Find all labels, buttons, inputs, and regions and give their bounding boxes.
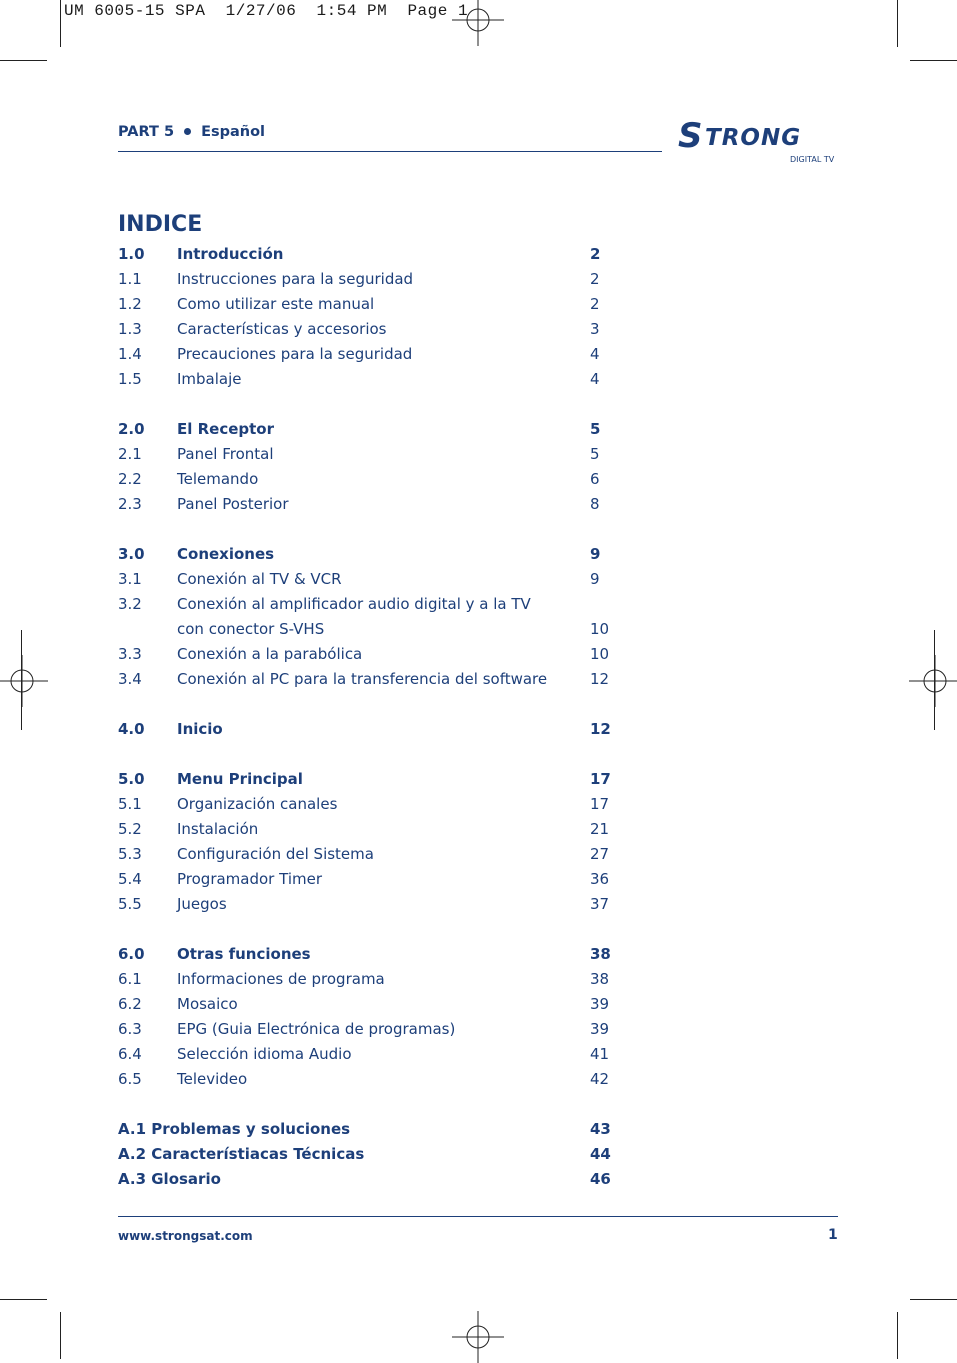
toc-entry[interactable] — [118, 595, 608, 619]
toc-entry-label: Conexión al TV & VCR — [177, 570, 342, 588]
toc-entry-label: Introducción — [177, 245, 284, 263]
toc-entry-number: 3.3 — [118, 645, 142, 663]
toc-entry-label: Panel Frontal — [177, 445, 274, 463]
toc-entry-page: 4 — [590, 345, 600, 363]
toc-entry-label: Telemando — [177, 470, 259, 488]
registration-mark-icon — [909, 655, 957, 707]
toc-entry-page: 27 — [590, 845, 610, 863]
toc-entry-label: Conexión a la parabólica — [177, 645, 363, 663]
toc-entry-number: 5.1 — [118, 795, 142, 813]
toc-entry-page: 3 — [590, 320, 600, 338]
toc-entry-number: 3.4 — [118, 670, 142, 688]
toc-entry[interactable] — [118, 895, 608, 919]
toc-entry[interactable] — [118, 270, 608, 294]
toc-entry-page: 2 — [590, 245, 601, 263]
crop-mark — [934, 630, 935, 730]
bullet-icon — [184, 128, 191, 135]
crop-mark — [897, 0, 898, 47]
toc-entry-page: 38 — [590, 970, 610, 988]
toc-entry-number: 1.4 — [118, 345, 142, 363]
toc-entry-number: 6.4 — [118, 1045, 142, 1063]
strong-logo — [678, 116, 840, 168]
toc-entry-number: 1.2 — [118, 295, 142, 313]
footer-url[interactable]: www.strongsat.com — [118, 1229, 253, 1243]
toc-entry-number: 2.3 — [118, 495, 142, 513]
toc-entry[interactable] — [118, 720, 611, 744]
toc-entry-page: 21 — [590, 820, 610, 838]
page-title: INDICE — [118, 212, 203, 237]
toc-entry-page: 46 — [590, 1170, 611, 1188]
toc-entry-page: 41 — [590, 1045, 610, 1063]
toc-entry-label: Selección idioma Audio — [177, 1045, 352, 1063]
toc-entry[interactable] — [118, 645, 608, 669]
crop-mark — [897, 1312, 898, 1359]
toc-entry-label: A.2 Característiacas Técnicas — [118, 1145, 365, 1163]
crop-mark — [21, 630, 22, 730]
toc-entry-number: 5.4 — [118, 870, 142, 888]
toc-entry[interactable] — [118, 295, 608, 319]
toc-entry[interactable] — [118, 970, 608, 994]
toc-entry[interactable] — [118, 845, 608, 869]
toc-entry-number: 5.3 — [118, 845, 142, 863]
toc-entry-page: 44 — [590, 1145, 611, 1163]
toc-entry-page: 12 — [590, 720, 611, 738]
toc-entry[interactable] — [118, 995, 608, 1019]
crop-mark — [910, 60, 957, 61]
toc-entry[interactable] — [118, 495, 608, 519]
toc-entry-label: Conexión al PC para la transferencia del software — [177, 670, 548, 688]
toc-entry[interactable] — [118, 620, 608, 644]
toc-entry-label: Instrucciones para la seguridad — [177, 270, 414, 288]
toc-entry-label: Inicio — [177, 720, 223, 738]
toc-entry[interactable] — [118, 1170, 611, 1194]
toc-entry[interactable] — [118, 770, 611, 794]
toc-entry-page: 39 — [590, 1020, 610, 1038]
logo-wordmark: TRONG — [705, 125, 802, 151]
toc-entry-number: 3.0 — [118, 545, 145, 563]
toc-entry-label: A.1 Problemas y soluciones — [118, 1120, 351, 1138]
toc-entry-number: 1.0 — [118, 245, 145, 263]
toc-entry-page: 6 — [590, 470, 600, 488]
toc-entry-page: 17 — [590, 795, 610, 813]
toc-entry[interactable] — [118, 445, 608, 469]
registration-mark-icon — [452, 0, 504, 46]
toc-entry[interactable] — [118, 345, 608, 369]
toc-entry-label: Informaciones de programa — [177, 970, 385, 988]
toc-entry-number: 4.0 — [118, 720, 145, 738]
toc-entry[interactable] — [118, 945, 611, 969]
toc-entry-page: 10 — [590, 620, 610, 638]
toc-entry-label: Instalación — [177, 820, 259, 838]
toc-entry-number: 5.2 — [118, 820, 142, 838]
toc-entry-label: Programador Timer — [177, 870, 322, 888]
toc-entry-label: Mosaico — [177, 995, 238, 1013]
toc-entry-page: 8 — [590, 495, 600, 513]
logo-subtext: DIGITAL TV — [790, 155, 835, 164]
toc-entry[interactable] — [118, 670, 608, 694]
part-heading — [118, 124, 265, 140]
toc-entry-page: 38 — [590, 945, 611, 963]
toc-entry-number: 6.5 — [118, 1070, 142, 1088]
toc-entry-label: El Receptor — [177, 420, 275, 438]
toc-entry-number: 3.1 — [118, 570, 142, 588]
toc-entry-page: 39 — [590, 995, 610, 1013]
toc-entry[interactable] — [118, 1120, 611, 1144]
crop-mark — [60, 1312, 61, 1359]
toc-entry-page: 17 — [590, 770, 611, 788]
toc-entry-label: Juegos — [177, 895, 227, 913]
toc-entry[interactable] — [118, 870, 608, 894]
toc-entry-label: Precauciones para la seguridad — [177, 345, 413, 363]
toc-entry-label: Otras funciones — [177, 945, 311, 963]
toc-entry-label: Panel Posterior — [177, 495, 289, 513]
crop-mark — [910, 1299, 957, 1300]
toc-entry[interactable] — [118, 470, 608, 494]
toc-entry-page: 2 — [590, 270, 600, 288]
toc-entry-page: 12 — [590, 670, 610, 688]
toc-entry-number: 3.2 — [118, 595, 142, 613]
toc-entry-label: Configuración del Sistema — [177, 845, 374, 863]
toc-entry-page: 5 — [590, 420, 601, 438]
crop-mark — [0, 60, 47, 61]
toc-entry[interactable] — [118, 320, 608, 344]
toc-entry-page: 36 — [590, 870, 610, 888]
toc-entry-label: Conexiones — [177, 545, 275, 563]
toc-entry-number: 6.0 — [118, 945, 145, 963]
toc-entry[interactable] — [118, 245, 608, 269]
toc-entry-label: con conector S-VHS — [177, 620, 325, 638]
toc-entry-number: 1.5 — [118, 370, 142, 388]
toc-entry[interactable] — [118, 795, 608, 819]
registration-mark-icon — [452, 1311, 504, 1363]
toc-entry-label: Conexión al amplificador audio digital y a la TV — [177, 595, 531, 613]
page-number: 1 — [828, 1227, 838, 1243]
toc-entry-number: 1.3 — [118, 320, 142, 338]
logo-initial: S — [678, 116, 703, 156]
toc-entry-page: 5 — [590, 445, 600, 463]
toc-entry-page: 9 — [590, 545, 601, 563]
toc-entry-number: 2.2 — [118, 470, 142, 488]
toc-entry[interactable] — [118, 1145, 611, 1169]
toc-entry-number: 6.1 — [118, 970, 142, 988]
toc-entry-number: 2.0 — [118, 420, 145, 438]
toc-entry-label: Como utilizar este manual — [177, 295, 375, 313]
toc-entry-label: EPG (Guia Electrónica de programas) — [177, 1020, 456, 1038]
toc-entry-number: 1.1 — [118, 270, 142, 288]
toc-entry-number: 6.2 — [118, 995, 142, 1013]
toc-entry-label: Organización canales — [177, 795, 338, 813]
toc-entry-number: 5.5 — [118, 895, 142, 913]
toc-entry-page: 9 — [590, 570, 600, 588]
toc-entry-page: 2 — [590, 295, 600, 313]
registration-mark-icon — [0, 655, 48, 707]
toc-entry-number: 6.3 — [118, 1020, 142, 1038]
toc-entry-page: 4 — [590, 370, 600, 388]
toc-entry[interactable] — [118, 420, 608, 444]
toc-entry[interactable] — [118, 1045, 608, 1069]
header-divider — [118, 151, 662, 152]
toc-entry-page: 10 — [590, 645, 610, 663]
toc-entry-number: 2.1 — [118, 445, 142, 463]
toc-entry-label: Características y accesorios — [177, 320, 387, 338]
toc-entry-page: 42 — [590, 1070, 610, 1088]
toc-entry[interactable] — [118, 370, 608, 394]
print-slug: UM 6005-15 SPA 1/27/06 1:54 PM Page 1 — [64, 2, 469, 20]
crop-mark — [0, 1299, 47, 1300]
crop-mark — [60, 0, 61, 47]
part-label: PART 5 — [118, 124, 175, 140]
toc-entry[interactable] — [118, 820, 608, 844]
language-label: Español — [201, 124, 266, 140]
footer-divider — [118, 1216, 838, 1217]
toc-entry[interactable] — [118, 545, 608, 569]
toc-entry-label: Imbalaje — [177, 370, 242, 388]
toc-entry-page: 43 — [590, 1120, 611, 1138]
toc-entry-label: Televideo — [177, 1070, 248, 1088]
toc-entry[interactable] — [118, 1070, 608, 1094]
toc-entry-label: A.3 Glosario — [118, 1170, 221, 1188]
toc-entry-page: 37 — [590, 895, 610, 913]
toc-entry-label: Menu Principal — [177, 770, 303, 788]
toc-entry[interactable] — [118, 1020, 608, 1044]
toc-entry[interactable] — [118, 570, 608, 594]
toc-entry-number: 5.0 — [118, 770, 145, 788]
